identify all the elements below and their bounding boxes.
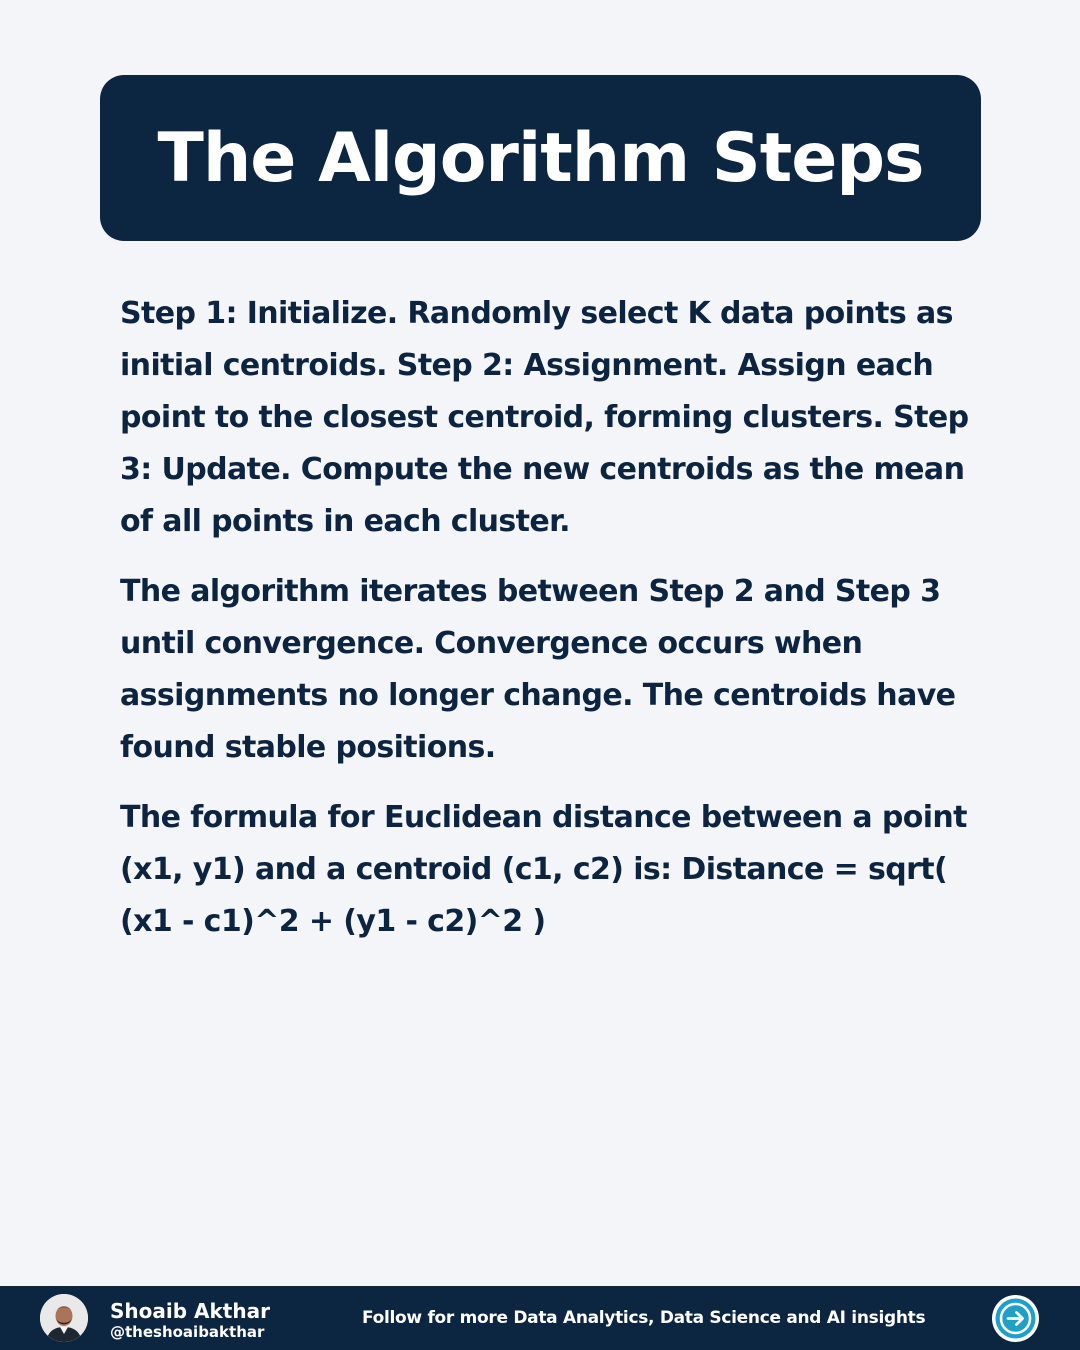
paragraph-formula: The formula for Euclidean distance between a point (x1, y1) and a centroid (c1, c2) is: Distance = sqrt( (x1 - c1)^2 + (y1 - c2)^2 ) (120, 800, 967, 939)
author-name: Shoaib Akthar (110, 1299, 270, 1323)
arrow-right-circle-icon (995, 1298, 1036, 1339)
title-banner (100, 75, 981, 241)
author-handle: @theshoaibakthar (110, 1323, 265, 1341)
page-title: The Algorithm Steps (157, 118, 924, 198)
footer-bar (0, 1286, 1080, 1350)
paragraph-convergence: The algorithm iterates between Step 2 and Step 3 until convergence. Convergence occurs when assignments no longer change. The centroids have found stable positions. (120, 574, 956, 765)
person-avatar-icon[interactable] (40, 1294, 88, 1342)
next-button[interactable] (992, 1295, 1039, 1342)
follow-cta-text: Follow for more Data Analytics, Data Science and AI insights (362, 1308, 926, 1328)
content-body (120, 288, 970, 966)
paragraph-steps: Step 1: Initialize. Randomly select K data points as initial centroids. Step 2: Assignment. Assign each point to the closest centroid, forming clusters. Step 3: Update. Compute the new centroids as the mean of all points in each cluster. (120, 296, 969, 539)
